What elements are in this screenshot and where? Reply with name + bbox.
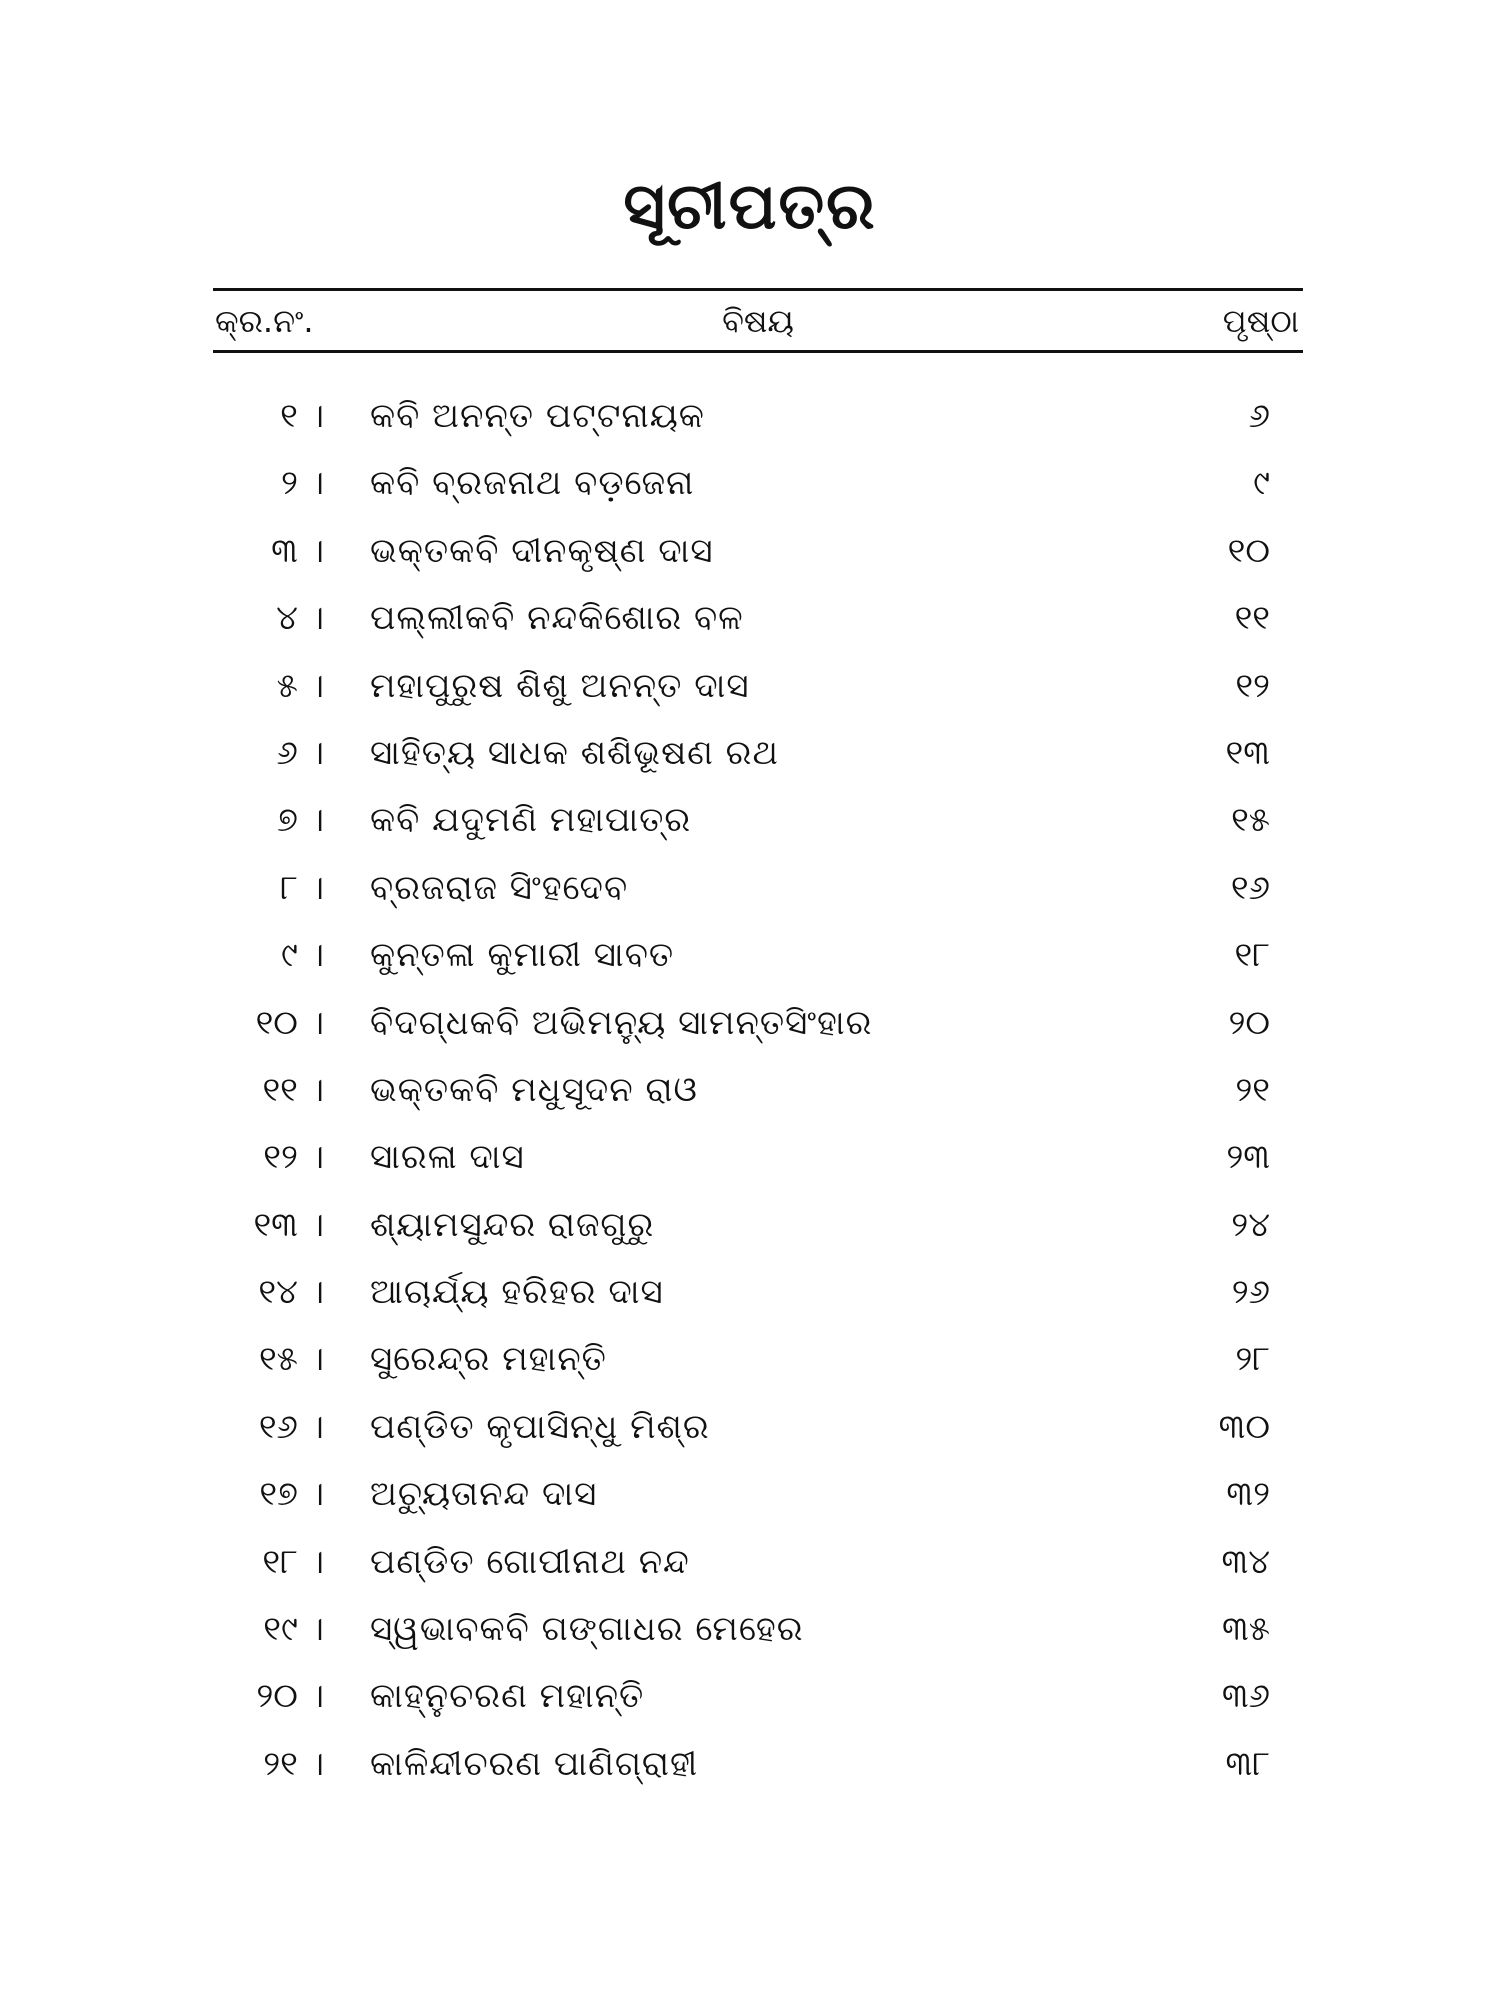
entry-title: ଶ୍ୟାମସୁନ୍ଦର ରାଜଗୁରୁ [370,1204,655,1245]
entry-title: ପଣ୍ଡିତ ଗୋପୀନାଥ ନନ୍ଦ [370,1541,690,1582]
page-title: ସୂଚୀପତ୍ର [623,170,877,244]
header-page: ପୃଷ୍ଠା [1222,302,1299,340]
entry-page: ୩୨ [1226,1474,1270,1515]
entry-page: ୩୪ [1221,1541,1270,1582]
entry-title: ବ୍ରଜରାଜ ସିଂହଦେବ [370,867,629,908]
entry-number: ୧୩ । [253,1204,324,1245]
entry-title: କାଳିନ୍ଦୀଚରଣ ପାଣିଗ୍ରାହୀ [370,1743,699,1784]
entry-number: ୧୫ । [258,1339,324,1380]
entry-title: ପଲ୍ଲୀକବି ନନ୍ଦକିଶୋର ବଳ [370,598,744,639]
entry-page: ୩୫ [1222,1609,1270,1650]
entry-number: ୮ । [280,867,324,908]
entry-page: ୧୨ [1235,665,1270,706]
entry-title: କବି ଅନନ୍ତ ପଟ୍ଟନାୟକ [370,396,705,436]
entry-title: ସୁରେନ୍ଦ୍ର ମହାନ୍ତି [370,1339,607,1380]
entry-page: ୨୬ [1231,1272,1270,1313]
entry-number: ୧୦ । [255,1002,324,1043]
list-item [0,459,1500,526]
entry-page: ୨୩ [1226,1137,1270,1178]
entry-title: ଭକ୍ତକବି ମଧୁସୂଦନ ରାଓ [370,1069,698,1110]
entry-number: ୩ । [271,530,324,571]
entry-title: ସ୍ୱଭାବକବି ଗଙ୍ଗାଧର ମେହେର [370,1609,804,1650]
entry-number: ୧୬ । [258,1406,324,1447]
list-item [0,1133,1500,1200]
entry-number: ୨୧ । [263,1743,324,1784]
entry-page: ୨୮ [1235,1339,1270,1380]
list-item [0,1470,1500,1537]
entry-number: ୫ । [276,665,324,706]
list-item [0,1268,1500,1335]
header-bottom-rule [213,350,1303,353]
entry-page: ୨୦ [1228,1002,1270,1043]
list-item [0,1201,1500,1268]
list-item [0,999,1500,1066]
entry-number: ୯ । [280,935,324,976]
entry-number: ୨ । [280,463,324,504]
header-subject: ବିଷୟ [722,302,794,340]
entry-page: ୩୬ [1221,1676,1270,1717]
list-item [0,1335,1500,1402]
header-top-rule [213,288,1303,291]
list-item [0,1066,1500,1133]
entry-title: କୁନ୍ତଳା କୁମାରୀ ସାବତ [370,935,675,976]
entry-number: ୧୨ । [263,1137,324,1178]
entry-title: ସାରଳା ଦାସ [370,1137,525,1178]
entry-page: ୧୮ [1234,935,1270,976]
entry-title: କବି ବ୍ରଜନାଥ ବଡ଼ଜେନା [370,463,695,504]
entry-number: ୭ । [277,800,324,841]
list-item [0,662,1500,729]
entry-title: ଭକ୍ତକବି ଦୀନକୃଷ୍ଣ ଦାସ [370,530,714,571]
entry-number: ୪ । [276,598,324,639]
list-item [0,1403,1500,1470]
header-number: କ୍ର.ନଂ. [215,302,314,340]
list-item [0,864,1500,931]
entry-title: ଆଚାର୍ଯ୍ୟ ହରିହର ଦାସ [370,1272,664,1313]
entry-number: ୧୯ । [263,1609,324,1650]
entry-page: ୧୦ [1227,530,1270,571]
entry-page: ୧୩ [1225,732,1270,773]
entry-number: ୧୮ । [262,1541,324,1582]
entry-title: ଅଚ୍ୟୁତାନନ୍ଦ ଦାସ [370,1474,598,1515]
list-item [0,796,1500,863]
entry-number: ୧୪ । [258,1272,324,1313]
entry-number: ୧୧ । [262,1069,324,1110]
list-item [0,931,1500,998]
entry-number: ୬ । [276,732,324,773]
entry-page: ୬ [1248,396,1270,436]
entry-title: ବିଦଗ୍ଧକବି ଅଭିମନ୍ୟୁ ସାମନ୍ତସିଂହାର [370,1002,873,1043]
entry-title: ପଣ୍ଡିତ କୃପାସିନ୍ଧୁ ମିଶ୍ର [370,1406,710,1447]
entry-page: ୧୬ [1230,867,1270,908]
entry-page: ୧୧ [1234,598,1270,639]
list-item [0,594,1500,661]
entry-title: ମହାପୁରୁଷ ଶିଶୁ ଅନନ୍ତ ଦାସ [370,665,750,706]
list-item [0,729,1500,796]
list-item [0,392,1500,459]
list-item [0,1605,1500,1672]
entry-page: ୩୮ [1225,1743,1270,1784]
entry-title: କବି ଯଦୁମଣି ମହାପାତ୍ର [370,800,692,841]
entry-page: ୧୫ [1231,800,1270,841]
entry-page: ୯ [1253,463,1270,504]
entry-number: ୧ । [280,396,324,436]
entry-page: ୨୧ [1235,1069,1270,1110]
entry-page: ୨୪ [1231,1204,1270,1245]
list-item [0,1672,1500,1739]
contents-list [0,392,1500,1807]
list-item [0,527,1500,594]
entry-number: ୨୦ । [256,1676,324,1717]
table-header [213,296,1303,346]
entry-title: ସାହିତ୍ୟ ସାଧକ ଶଶିଭୂଷଣ ରଥ [370,732,779,773]
entry-number: ୧୭ । [259,1474,324,1515]
list-item [0,1740,1500,1807]
entry-title: କାହ୍ନୁଚରଣ ମହାନ୍ତି [370,1676,645,1717]
entry-page: ୩୦ [1218,1406,1270,1447]
list-item [0,1538,1500,1605]
